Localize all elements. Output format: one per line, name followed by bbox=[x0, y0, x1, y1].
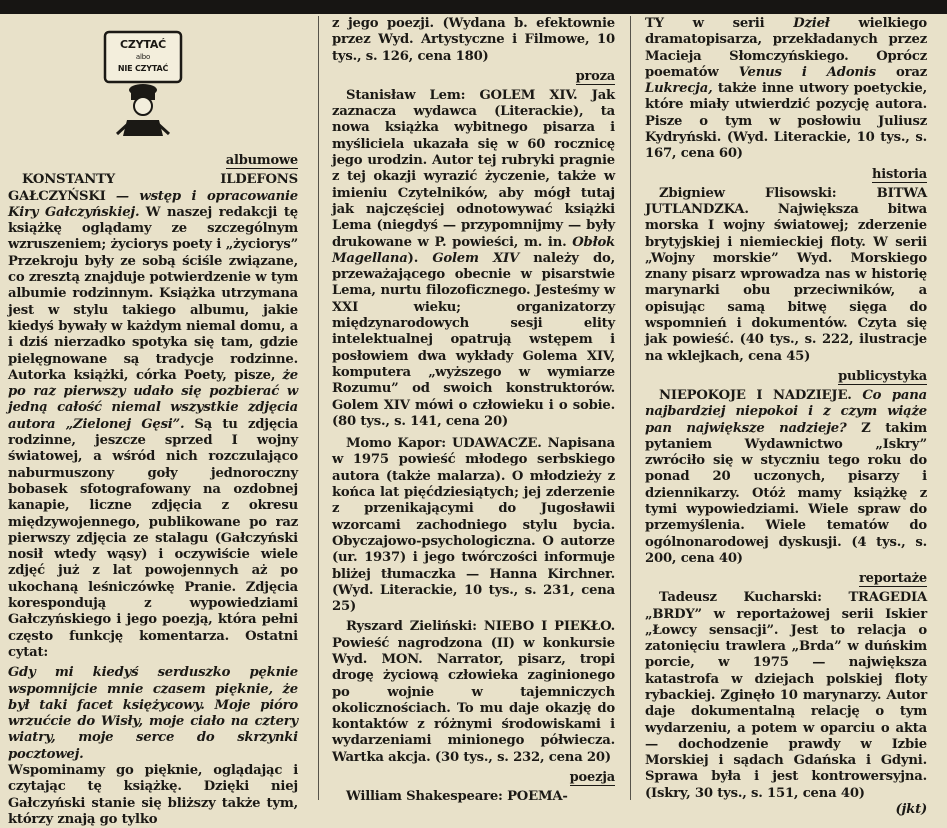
article-subtitle: — wstęp i opracowanie Kiry Gałczyńskiej. bbox=[8, 188, 298, 220]
article-niepokoje-i-nadzieje bbox=[645, 388, 927, 567]
article-author: Zbigniew Flisowski: bbox=[659, 185, 837, 201]
article-author: Tadeusz Kucharski: bbox=[659, 590, 822, 606]
article-body: Największa bitwa morska I wojny światowej; zderzenie brytyjskiej i niemieckiej floty. W serii „Wojny morskie” Wyd. Morskiego znany pisarz wprowadza nas w historię marynarki obu przeciwników, a opisując samą bitwę sięga do wspomnień i dokumentów. Czyta się jak powieść. (40 tys., s. 222, ilustracje na wklejkach, cena 45) bbox=[645, 201, 927, 364]
section-heading-poezja: poezja bbox=[569, 770, 615, 786]
article-poematy bbox=[332, 789, 615, 805]
column-historia bbox=[645, 16, 927, 818]
svg-text:CZYTAĆ: CZYTAĆ bbox=[119, 38, 167, 51]
column-divider bbox=[630, 16, 631, 800]
article-title: NIEPOKOJE I NADZIEJE. bbox=[659, 387, 852, 403]
article-body: Wspominamy go pięknie, oglądając i czytając tę książkę. Dzięki niej Gałczyński stanie się bliższy także tym, którzy znają go tylko bbox=[8, 762, 298, 827]
column-divider bbox=[318, 16, 319, 800]
article-title: GOLEM XIV. bbox=[479, 87, 578, 103]
section-heading-publicystyka: publicystyka bbox=[838, 368, 927, 384]
book-title: Lukrecja, bbox=[645, 81, 713, 97]
article-body: Z takim pytaniem Wydawnictwo „Iskry” zwróciło się w styczniu tego roku do ponad 20 uczonych, pisarzy i dziennikarzy. Otóż mamy książkę z tymi wypowiedziami. Wiele spraw do przemyślenia. Wiele tematów do ogólnonarodowej dyskusji. (4 tys., s. 200, cena 40) bbox=[645, 420, 927, 566]
article-question: Co pana najbardziej niepokoi i z czym wiąże pan największe nadzieje? bbox=[645, 387, 927, 436]
section-heading-reportaze: reportaże bbox=[858, 571, 927, 587]
article-title: TRAGEDIA „BRDY” bbox=[645, 590, 927, 622]
svg-text:albo: albo bbox=[135, 53, 151, 61]
article-title: UDAWACZE. bbox=[451, 436, 542, 452]
translator-name: Macieja Słomczyńskiego. bbox=[645, 48, 849, 64]
article-body: (Wyd. Literackie, 10 tys., s. 231, cena 25) bbox=[332, 582, 615, 615]
section-heading-historia: historia bbox=[872, 166, 927, 182]
svg-text:NIE CZYTAĆ: NIE CZYTAĆ bbox=[117, 64, 169, 73]
article-author: Ryszard Zieliński: bbox=[346, 619, 477, 635]
article-title: BITWA JUTLANDZKA. bbox=[645, 185, 927, 217]
column-proza bbox=[332, 16, 615, 805]
article-continuation: z jego poezji. (Wydana b. efektownie przez Wyd. Artystyczne i Filmowe, 10 tys., s. 126, cena 180) bbox=[332, 16, 615, 64]
book-title: Venus i Adonis bbox=[738, 64, 876, 80]
article-body: W naszej redakcji tę książkę oglądamy ze szczególnym wzruszeniem; życiorys poety i „życiorys” Przekroju były ze sobą ściśle związane, co zresztą znajduje potwierdzenie w tym albumie rodzinnym. Książka utrzymana jest w stylu takiego albumu, jakie kiedyś bywały w każdym niemal domu, a i dziś nierzadko spotyka się tam, gdzie pielęgnowane są tradycje rodzinne. Autorka książki, córka Poety, pisze, bbox=[8, 204, 298, 383]
czytac-albo-nie-czytac-logo bbox=[103, 28, 183, 138]
article-body: Napisana w 1975 powieść młodego serbskiego autora (także malarza). O młodzieży z końca lat pięćdziesiątych; jej zderzenie z przenikającymi do Jugosławii wzorcami zachodniego stylu bycia. Obyczajowo-psychologiczna. O autorze (ur. 1937) i jego twórczości informuje bliżej tłumaczka — bbox=[332, 436, 615, 582]
section-heading-albumowe: albumowe bbox=[225, 153, 298, 169]
book-title: Golem XIV bbox=[432, 250, 520, 266]
book-title: Obłok Magellana bbox=[332, 234, 615, 266]
article-author: Stanisław Lem: bbox=[346, 87, 466, 103]
article-body: Jak zaznacza wydawca (Literackie), ta nowa książka wybitnego pisarza i myśliciela ukazała się w 60 rocznicę jego urodzin. Autor tej rubryki pragnie z tej okazji wyrazić życzenie, także w imieniu Czytelników, aby mógł tutaj jak najczęściej odnotowywać książki Lema (niegdyś — przypomnijmy — były drukowane w P. powieści, m. in. bbox=[332, 87, 615, 250]
article-album-galczynski bbox=[8, 172, 298, 661]
author-signature: (jkt) bbox=[895, 802, 927, 818]
article-bitwa-jutlandzka bbox=[645, 186, 927, 365]
article-title: POEMA- bbox=[507, 789, 568, 805]
article-author: KONSTANTY ILDEFONS GAŁCZYŃSKI bbox=[8, 172, 298, 204]
article-tragedia-brdy bbox=[645, 590, 927, 802]
article-author: William Shakespeare: bbox=[346, 789, 503, 805]
article-body-italic: że po raz pierwszy udało się pozbierać w jedną całość niemal wszystkie zdjęcia autora „Zielonej Gęsi”. bbox=[8, 367, 298, 432]
article-poematy-continuation: TY w serii Dzieł wielkiego dramatopisarza, przekładanych przez Macieja Słomczyńskiego. Oprócz poematów Venus i Adonis oraz Lukrecja, także inne utwory poetyckie, które miały utwierdzić pozycję autora. Pisze o tym w posłowiu Juliusz Kydryński. (Wyd. Literackie, 10 tys., s. 167, cena 60) bbox=[645, 16, 927, 162]
article-golem: Stanisław Lem: GOLEM XIV. Jak zaznacza wydawca (Literackie), ta nowa książka wybitnego pisarza i myśliciela ukazała się w 60 rocznicę jego urodzin. Autor tej rubryki pragnie z tej okazji wyrazić życzenie, także w imieniu Czytelników, aby mógł tutaj jak najczęściej odnotowywać książki Lema (niegdyś — przypomnijmy — były drukowane w P. powieści, m. in. Obłok Magellana). Golem XIV należy do, przeważającego obecnie w pisarstwie Lema, nurtu filozoficznego. Jesteśmy w XXI wieku; organizatorzy międzynarodowych sesji elity intelektualnej opatrują wstępem i posłowiem dwa wykłady Golema XIV, komputera „wyższego w wymiarze Rozumu” od swoich konstruktorów. Golem XIV mówi o człowieku i o sobie. (80 tys., s. 141, cena 20) bbox=[332, 87, 615, 429]
article-body: Są tu zdjęcia rodzinne, jeszcze sprzed I wojny światowej, a wśród nich rozczulająco naburmuszony goły jednoroczny bobasek sfotografowany na ozdobnej kanapie, liczne zdjęcia z okresu międzywojennego, publikowane po raz pierwszy zdjęcia ze stalagu (Gałczyński nosił wtedy wąsy) i oczywiście wiele zdjęć już z lat powojennych aż po ukochaną leśniczówkę Pranie. Zdjęcia korespondują z wypowiedziami Gałczyńskiego i jego poezją, która pełni często funkcję komentarza. Ostatni cytat: bbox=[8, 416, 298, 660]
translator-name: Hanna Kirchner. bbox=[489, 566, 615, 582]
top-black-bar bbox=[0, 0, 947, 14]
article-niebo-i-pieklo bbox=[332, 619, 615, 766]
poem-quote: Gdy mi kiedyś serduszko pęknie wspomnijcie mnie czasem pięknie, że był taki facet księżycowy. Moje pióro wrzućcie do Wisły, moje ciało na cztery wiatry, moje serce do skrzynki pocztowej. bbox=[8, 665, 298, 762]
article-body: w reportażowej serii Iskier „Łowcy sensacji”. Jest to relacja o zatonięciu trawlera „Brda” w duńskim porcie, w 1975 — największa katastrofa w dziejach polskiej floty rybackiej. Zginęło 10 marynarzy. Autor daje dokumentalną relację o tym wydarzeniu, a potem w oparciu o akta — dochodzenie prawdy w Izbie Morskiej i sądach Gdańska i Gdyni. Sprawa była i jest kontrowersyjna. (Iskry, 30 tys., s. 151, cena 40) bbox=[645, 606, 927, 801]
article-body: należy do, przeważającego obecnie w pisarstwie Lema, nurtu filozoficznego. Jesteśmy w XXI wieku; organizatorzy międzynarodowych sesji elity intelektualnej opatrują wstępem i posłowiem dwa wykłady Golema XIV, komputera „wyższego w wymiarze Rozumu” od swoich konstruktorów. Golem XIV mówi o człowieku i o sobie. (80 tys., s. 141, cena 20) bbox=[332, 250, 615, 429]
article-body: Powieść nagrodzona (II) w konkursie Wyd. MON. Narrator, pisarz, tropi drogę życiową człowieka zaginionego po wojnie w tajemniczych okolicznościach. To mu daje okazję do kontaktów z różnymi środowiskami i wydarzeniami minionego półwiecza. Wartka akcja. (30 tys., s. 232, cena 20) bbox=[332, 635, 615, 765]
article-author: Momo Kapor: bbox=[346, 436, 446, 452]
section-heading-proza: proza bbox=[575, 68, 615, 84]
afterword-author: Juliusz Kydryński. bbox=[645, 113, 927, 146]
article-udawacze bbox=[332, 436, 615, 615]
article-title: NIEBO I PIEKŁO. bbox=[483, 619, 615, 635]
column-albumowe bbox=[8, 16, 298, 827]
